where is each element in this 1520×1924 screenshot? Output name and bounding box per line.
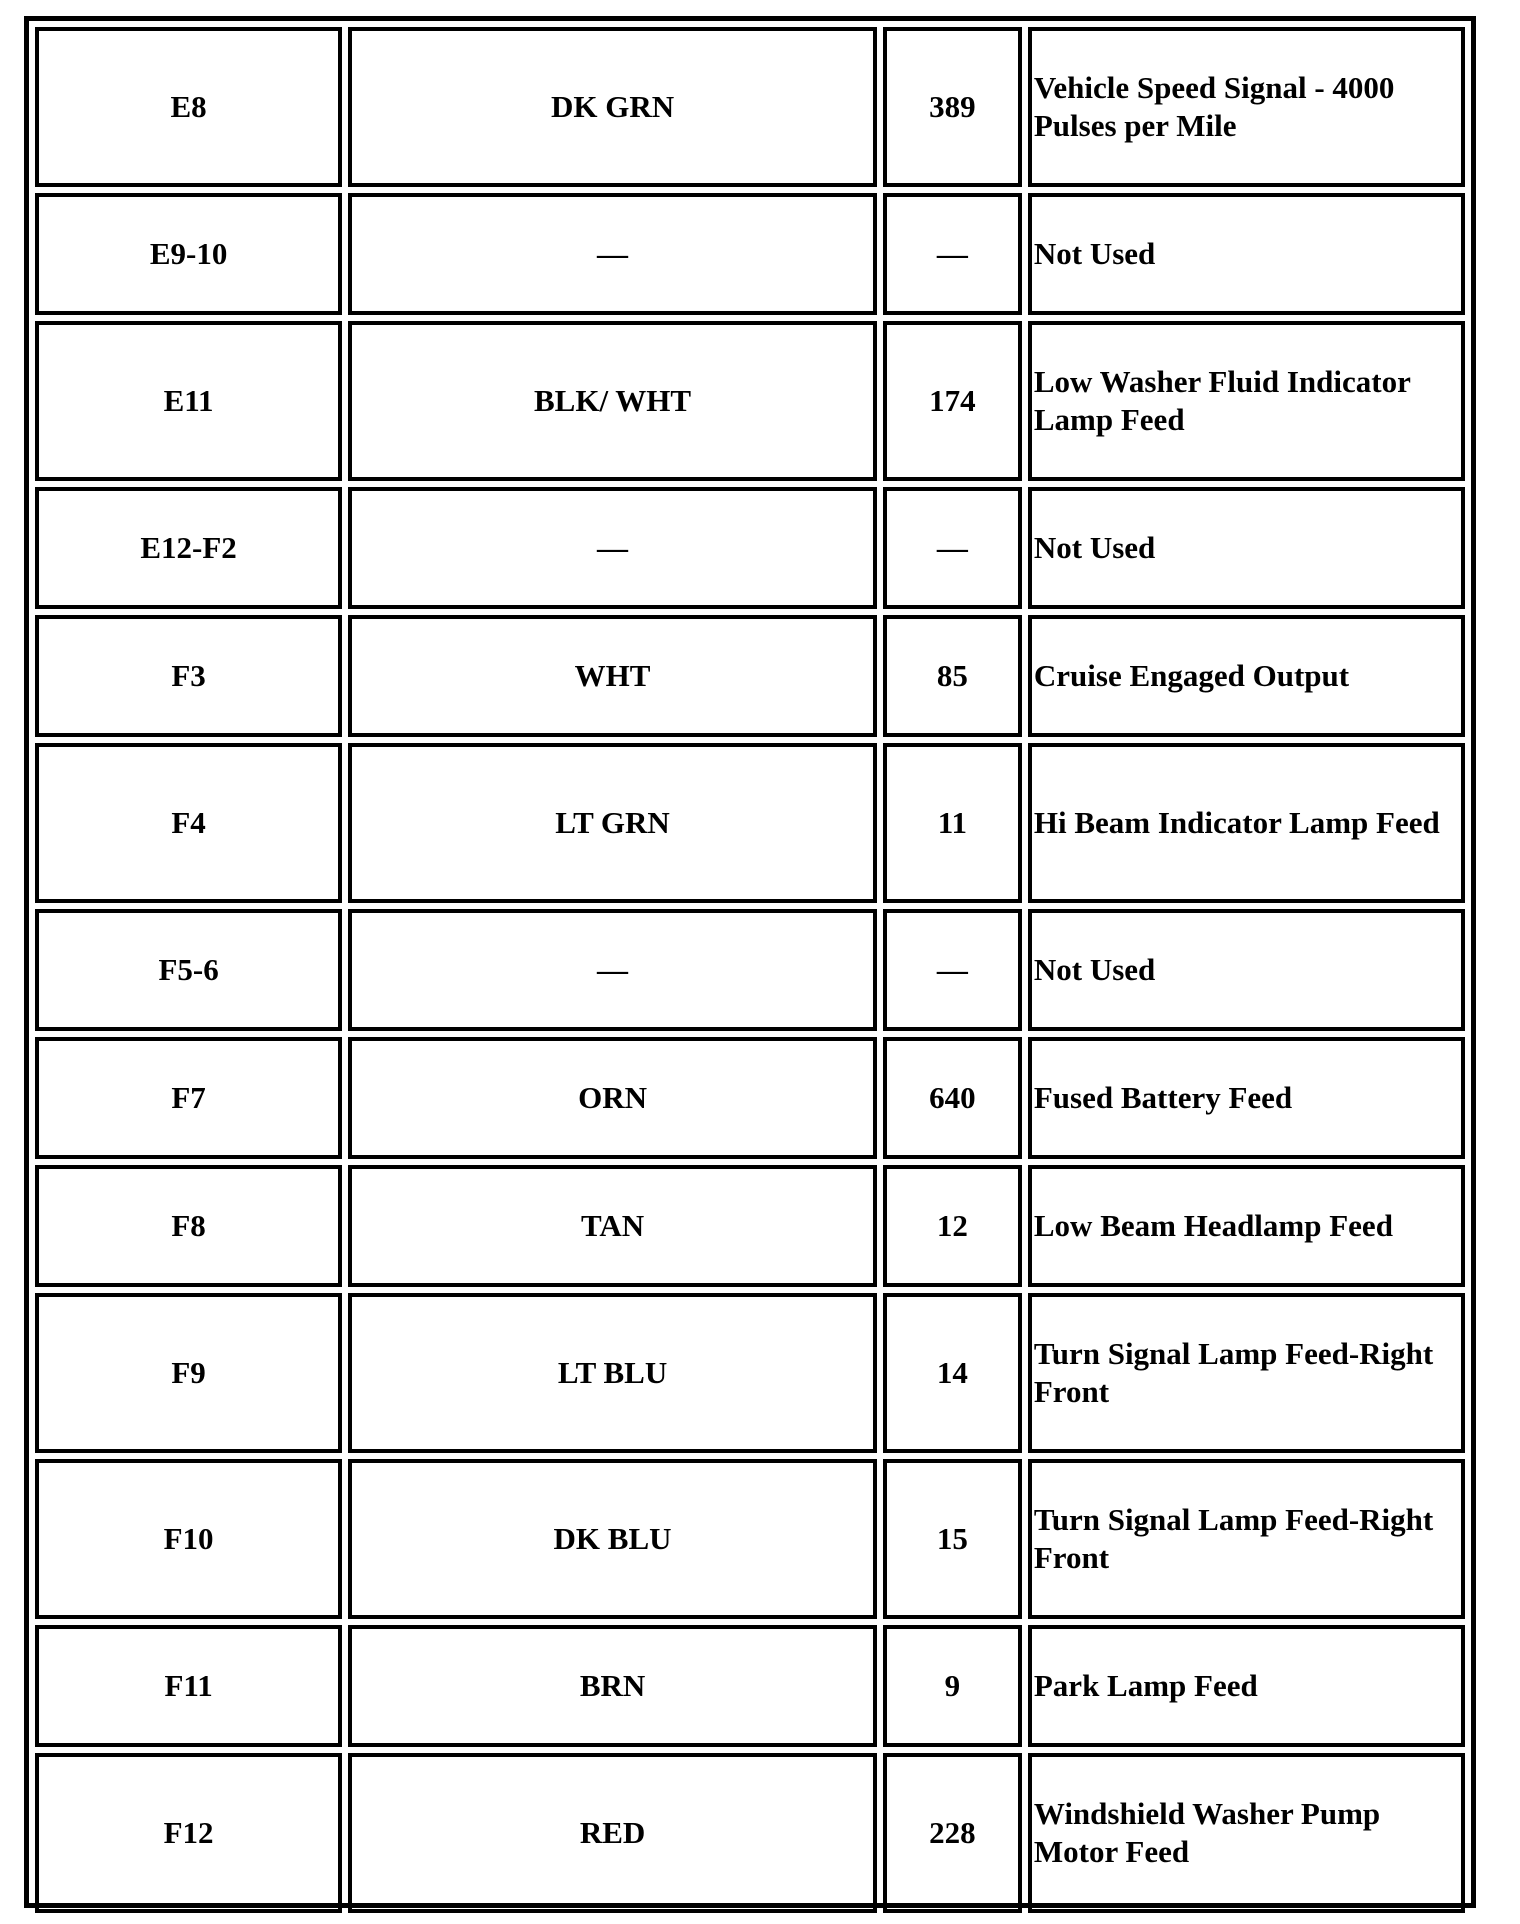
circuit-number-cell: 9 — [883, 1625, 1022, 1747]
table-row — [35, 1625, 1465, 1747]
circuit-number-cell: 11 — [883, 743, 1022, 903]
function-cell: Cruise Engaged Output — [1028, 615, 1465, 737]
circuit-number-cell: — — [883, 909, 1022, 1031]
function-cell: Not Used — [1028, 909, 1465, 1031]
table-row — [35, 615, 1465, 737]
wire-color-cell: LT BLU — [348, 1293, 877, 1453]
pin-cell: F5-6 — [35, 909, 342, 1031]
wire-color-cell: BLK/ WHT — [348, 321, 877, 481]
circuit-number-cell: 14 — [883, 1293, 1022, 1453]
function-cell: Not Used — [1028, 193, 1465, 315]
pin-cell: E9-10 — [35, 193, 342, 315]
connector-pinout-table-frame — [24, 16, 1476, 1908]
function-cell: Vehicle Speed Signal - 4000 Pulses per Mile — [1028, 27, 1465, 187]
table-row — [35, 27, 1465, 187]
circuit-number-cell: 15 — [883, 1459, 1022, 1619]
circuit-number-cell: 85 — [883, 615, 1022, 737]
wire-color-cell: LT GRN — [348, 743, 877, 903]
pin-cell: F10 — [35, 1459, 342, 1619]
pin-cell: F8 — [35, 1165, 342, 1287]
pin-cell: F9 — [35, 1293, 342, 1453]
table-row — [35, 909, 1465, 1031]
function-cell: Windshield Washer Pump Motor Feed — [1028, 1753, 1465, 1913]
function-cell: Turn Signal Lamp Feed-Right Front — [1028, 1293, 1465, 1453]
table-row — [35, 1753, 1465, 1913]
table-row — [35, 743, 1465, 903]
wire-color-cell: RED — [348, 1753, 877, 1913]
circuit-number-cell: 389 — [883, 27, 1022, 187]
function-cell: Fused Battery Feed — [1028, 1037, 1465, 1159]
function-cell: Not Used — [1028, 487, 1465, 609]
circuit-number-cell: 228 — [883, 1753, 1022, 1913]
table-row — [35, 193, 1465, 315]
wire-color-cell: DK GRN — [348, 27, 877, 187]
circuit-number-cell: — — [883, 487, 1022, 609]
pin-cell: E8 — [35, 27, 342, 187]
table-row — [35, 1293, 1465, 1453]
wire-color-cell: — — [348, 487, 877, 609]
circuit-number-cell: 174 — [883, 321, 1022, 481]
table-row — [35, 1165, 1465, 1287]
wire-color-cell: DK BLU — [348, 1459, 877, 1619]
function-cell: Turn Signal Lamp Feed-Right Front — [1028, 1459, 1465, 1619]
function-cell: Park Lamp Feed — [1028, 1625, 1465, 1747]
table-row — [35, 1037, 1465, 1159]
table-row — [35, 1459, 1465, 1619]
pin-cell: E11 — [35, 321, 342, 481]
circuit-number-cell: 12 — [883, 1165, 1022, 1287]
pin-cell: F4 — [35, 743, 342, 903]
wire-color-cell: WHT — [348, 615, 877, 737]
wire-color-cell: BRN — [348, 1625, 877, 1747]
pin-cell: F11 — [35, 1625, 342, 1747]
function-cell: Hi Beam Indicator Lamp Feed — [1028, 743, 1465, 903]
circuit-number-cell: 640 — [883, 1037, 1022, 1159]
pin-cell: F3 — [35, 615, 342, 737]
table-row — [35, 321, 1465, 481]
pin-cell: F12 — [35, 1753, 342, 1913]
pin-cell: E12-F2 — [35, 487, 342, 609]
circuit-number-cell: — — [883, 193, 1022, 315]
wire-color-cell: TAN — [348, 1165, 877, 1287]
connector-pinout-table — [29, 21, 1471, 1919]
function-cell: Low Washer Fluid Indicator Lamp Feed — [1028, 321, 1465, 481]
function-cell: Low Beam Headlamp Feed — [1028, 1165, 1465, 1287]
wire-color-cell: — — [348, 909, 877, 1031]
wire-color-cell: ORN — [348, 1037, 877, 1159]
table-row — [35, 487, 1465, 609]
wire-color-cell: — — [348, 193, 877, 315]
pin-cell: F7 — [35, 1037, 342, 1159]
